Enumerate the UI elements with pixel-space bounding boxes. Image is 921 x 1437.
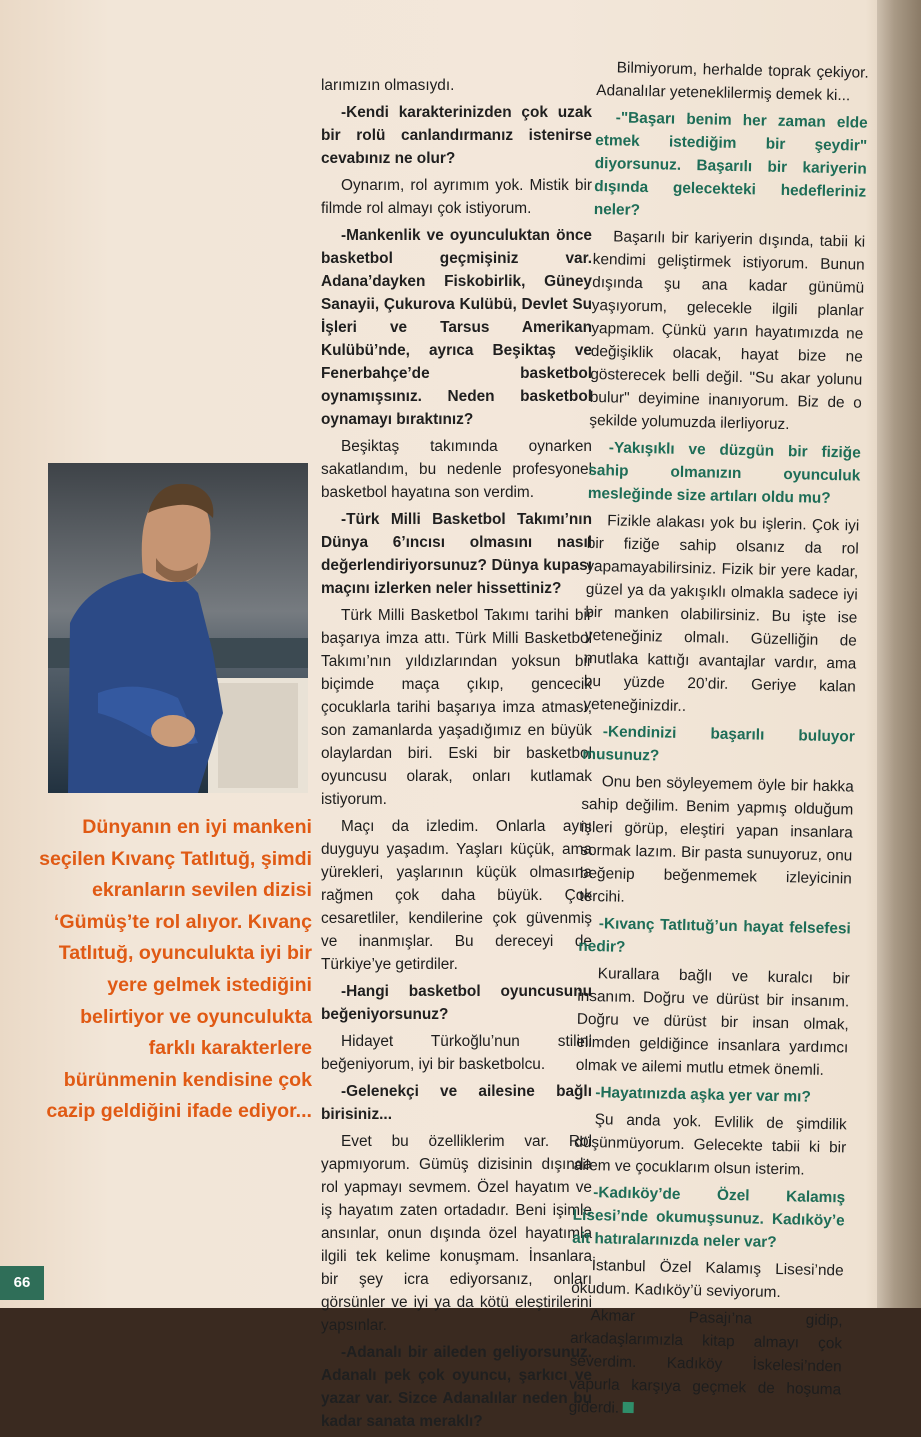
article-column-2 [568,56,869,1428]
question-text: -Kıvanç Tatlıtuğ’un hayat felsefesi nedir? [578,915,851,956]
answer-text: Başarılı bir kariyerin dışında, tabii ki kendimi geliştirmek istiyorum. Bunun dışında şu ana kadar günümü yaşıyorum, gelecekle ilgili planlar yapmam. Çünkü yarın hayatımızda ne değişiklik olacak, hayat bize ne gösterecek belli değil. "Su akar yolunu bulur" deyimine inanıyorum. Biz de o şekilde yolumuzda ilerliyoruz. [589,228,866,434]
answer-text: İstanbul Özel Kalamış Lisesi’nde okudum. Kadıköy’ü seviyorum. [571,1257,844,1302]
question-text: -Kendinizi başarılı buluyor musunuz? [582,723,855,765]
answer-text: Türk Milli Basketbol Takımı tarihi bir başarıya imza attı. Türk Milli Basketbol Takımı’nın yıldızlarından yoksun bir biçimde maça çıkıp, gencecik çocuklarla tarihi başarıya imza atması, son zamanlarda yaşadığımız en büyük olaylardan biri. Eski bir basketbol oyuncusu olarak, onları kutlamak istiyorum. [321,607,592,808]
question-text: -Adanalı bir aileden geliyorsunuz. Adanalı pek çok oyuncu, şarkıcı ve yazar var. Sizce Adanalılar neden bu kadar sanata meraklı? [321,1344,592,1430]
answer-text: Onu ben söyleyemem öyle bir hakka sahip değilim. Benim yapmış olduğum işleri görüp, eleştiri yapan insanlara sormak lazım. Bir pasta sunuyoruz, onu beğenip beğenmemek izleyicinin tercihi. [579,773,854,906]
answer-text [568,1304,842,1425]
portrait-photo [48,463,308,793]
answer-text: Kurallara bağlı ve kuralcı bir insanım. Doğru ve dürüst bir insanım. Doğru ve dürüst bir insan olmak, elimden geldiğince insanlara yardımcı olmak ve ailemi mutlu etmek önemli. [575,965,850,1079]
question-text: -Kadıköy’de Özel Kalamış Lisesi’nde okumuşsunuz. Kadıköy’e ait hatıralarınızda neler var? [572,1184,846,1252]
question-text: -Mankenlik ve oyunculuktan önce basketbol geçmişiniz var. Adana’dayken Fiskobirlik, Güney Sanayii, Çukurova Kulübü, Devlet Su İşleri ve Tarsus Amerikan Kulübü’nde, ayrıca Beşiktaş ve Fenerbahçe’de basketbol oynamışsınız. Neden basketbol oynamayı bıraktınız? [321,227,592,428]
answer-text: Beşiktaş takımında oynarken sakatlandım, bu nedenle profesyonel basketbol hayatına son verdim. [321,438,592,501]
pull-quote: Dünyanın en iyi mankeni seçilen Kıvanç Tatlıtuğ, şimdi ekranların sevilen dizisi ‘Gümüş’te rol alıyor. Kıvanç Tatlıtuğ, oyunculukta iyi bir yere gelmek istediğini belirtiyor ve oyunculukta farklı karakterlere bürünmenin kendisine çok cazip geldiğini ifade ediyor... [39,816,312,1123]
answer-text: larımızın olmasıydı. [321,77,455,94]
question-text: -Türk Milli Basketbol Takımı’nın Dünya 6’ıncısı olmasını nasıl değerlendiriyorsunuz? Dünya kupası maçını izlerken neler hissettiniz? [321,511,592,597]
question-text: -Hangi basketbol oyuncusunu beğeniyorsunuz? [321,983,592,1023]
question-text: -Kendi karakterinizden çok uzak bir rolü canlandırmanız istenirse cevabınız ne olur? [321,104,592,167]
answer-text: Hidayet Türkoğlu’nun stilini beğeniyorum, iyi bir basketbolcu. [321,1033,592,1073]
question-text: -"Başarı benim her zaman elde etmek istediğim bir şeydir" diyorsunuz. Başarılı bir kariyerin dışında gelecekteki hedefleriniz neler? [593,109,868,219]
answer-text: Bilmiyorum, herhalde toprak çekiyor. Adanalılar yeteneklilermiş demek ki... [596,59,869,105]
page-number: 66 [0,1266,44,1300]
answer-text: Şu anda yok. Evlilik de şimdilik düşünmüyorum. Gelecekte tabii ki bir ailem ve çocuklarım olsun isterim. [573,1111,847,1179]
answer-text: Oynarım, rol ayrımım yok. Mistik bir filmde rol almayı çok istiyorum. [321,177,592,217]
answer-text: Evet bu özelliklerim var. Rol yapmıyorum. Gümüş dizisinin dışında rol yapmayı sevmem. Özel hayatım ve iş hayatım zaten ortadadır. Beni işimle ansınlar, onun dışında özel hayatımla ilgili tek kelime konuşmam. İnsanlara bir şey icra ediyorsanız, onları görsünler ve iyi ya da kötü eleştirilerini yapsınlar. [321,1133,592,1334]
end-of-article-mark [623,1402,634,1413]
answer-text-final: Akmar Pasajı’na gidip, arkadaşlarımızla kitap almayı çok severdim. Kadıköy İskelesi’nden vapurla karşıya geçmek de hoşuma giderdi. [568,1307,843,1417]
question-text: -Gelenekçi ve ailesine bağlı birisiniz... [321,1083,592,1123]
portrait-illustration [48,463,308,793]
answer-text: Fizikle alakası yok bu işlerin. Çok iyi bir fiziğe sahip olsanız da rol yapamayabilirsiniz. Fizik bir yere kadar, güzel ya da yakışıklı olmakla sadece iyi bir manken olabilirsiniz. Bu işte ise yeteneğiniz olmalı. Güzelliğin de mutlaka kattığı avantajlar vardır, ama bu yüzde 20’dir. Geriye kalan yeteneğinizdir.. [583,512,860,716]
answer-text: Maçı da izledim. Onlarla aynı duyguyu yaşadım. Yaşları küçük, ama yürekleri, yaşlarının küçük olmasına rağmen çok daha büyük. Çok cesaretliler, kendilerine çok güvenmiş ve inanmışlar. Bu dereceyi de Türkiye’ye getirdiler. [321,818,592,973]
next-page-edge [877,0,921,1308]
question-text: -Hayatınızda aşka yer var mı? [595,1084,811,1106]
article-column-1 [321,74,592,1437]
question-text: -Yakışıklı ve düzgün bir fiziğe sahip olmanızın oyunculuk mesleğinde size artıları oldu mu? [587,439,861,507]
